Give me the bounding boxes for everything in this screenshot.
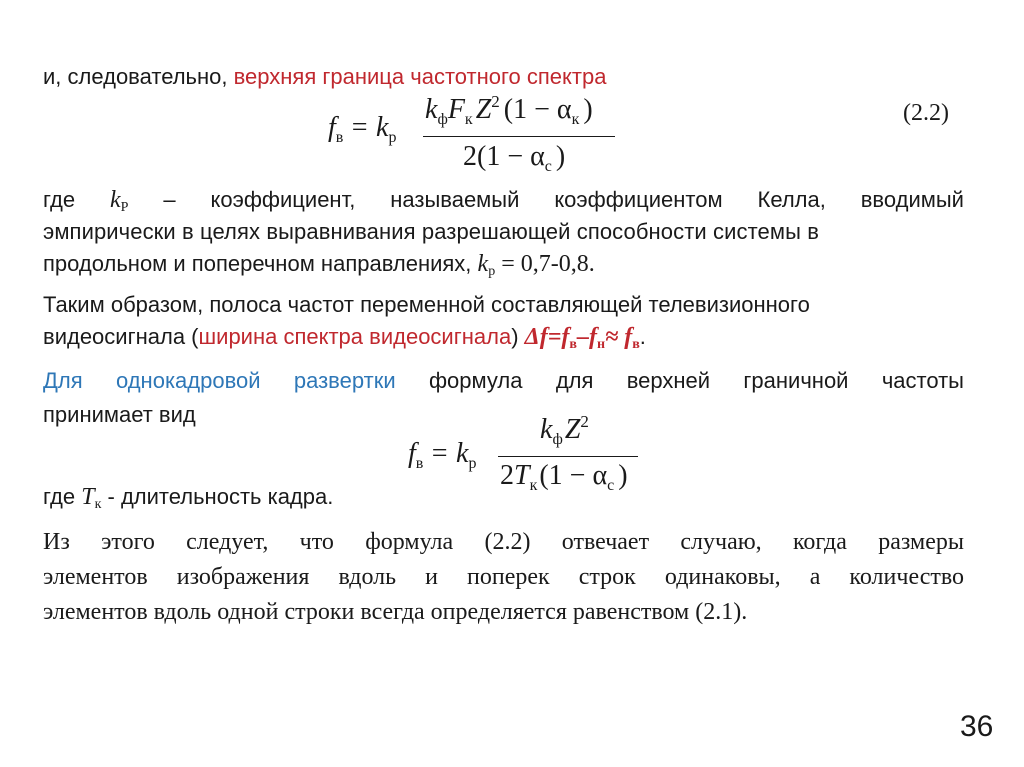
eq2-numerator: kфZ2	[540, 412, 589, 448]
bandwidth-line-2: видеосигнала (ширина спектра видеосигнала) Δf=fв–fн≈ fв.	[43, 324, 646, 352]
tk-def-line: где Tк - длительность кадра.	[43, 484, 334, 512]
upper-bound-highlight: верхняя граница частотного спектра	[233, 64, 607, 89]
bandwidth-line-1: Таким образом, полоса частот переменной составляющей телевизионного	[43, 292, 810, 317]
page-number: 36	[960, 710, 994, 743]
eq2-denominator: 2Tк(1 − αс )	[500, 460, 628, 494]
eq1-numerator: kфFк Z2 (1 − αк )	[425, 92, 593, 128]
eq1-lhs: fв = kр	[328, 112, 397, 146]
kp-def-line-2: эмпирически в целях выравнивания разрешающей способности системы в	[43, 219, 819, 244]
single-frame-highlight: Для однокадровой развертки	[43, 368, 396, 393]
eq1-number: (2.2)	[903, 100, 949, 126]
eq2-lhs: fв = kр	[408, 438, 477, 472]
conclusion-line-3: элементов вдоль одной строки всегда определяется равенством (2.1).	[43, 599, 748, 625]
intro-text: и, следовательно,	[43, 64, 234, 89]
eq1-fraction-bar	[423, 136, 615, 137]
single-frame-line-2: принимает вид	[43, 402, 196, 427]
spectrum-width-highlight: ширина спектра видеосигнала	[198, 324, 512, 349]
eq1-denominator: 2(1 − αс )	[463, 141, 566, 175]
eq2-fraction-bar	[498, 456, 638, 457]
kp-def-line-1: где kР – коэффициент, называемый коэффициентом Келла, вводимый	[43, 187, 964, 215]
single-frame-line-1: Для однокадровой развертки формула для верхней граничной частоты	[43, 368, 964, 393]
intro-line	[43, 64, 606, 90]
bandwidth-formula: Δf=fв–fн≈ fв	[524, 324, 640, 352]
conclusion-line-2: элементов изображения вдоль и поперек строк одинаковы, а количество	[43, 564, 964, 590]
kp-def-line-3: продольном и поперечном направлениях, kр = 0,7-0,8.	[43, 251, 595, 279]
conclusion-line-1: Из этого следует, что формула (2.2) отвечает случаю, когда размеры	[43, 529, 964, 555]
